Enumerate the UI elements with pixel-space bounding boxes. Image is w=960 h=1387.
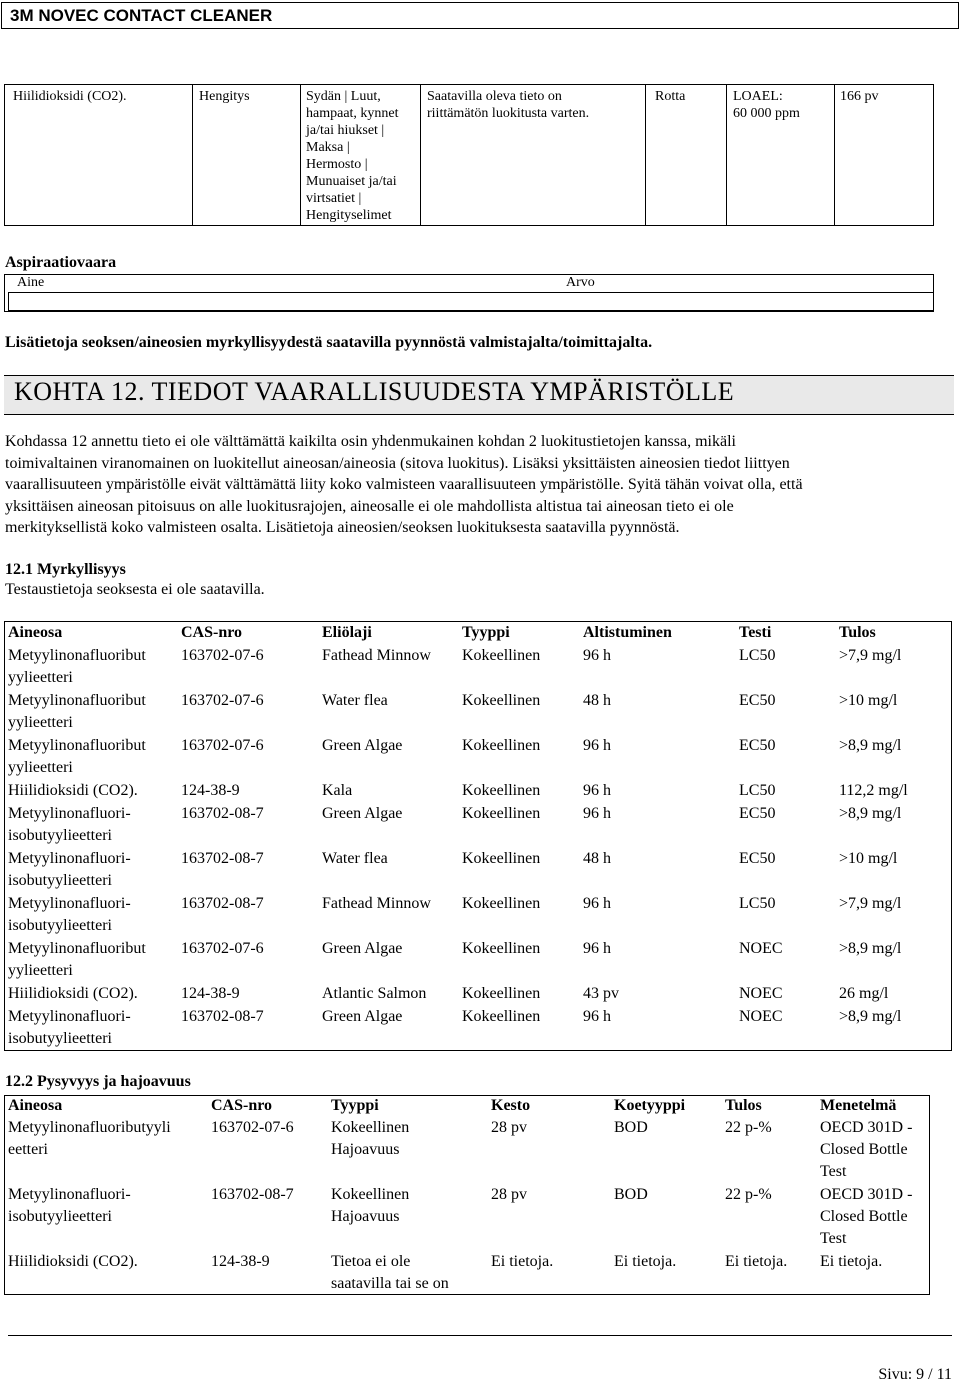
toxicity-row-cell: Kokeellinen [462, 692, 541, 709]
intro-line: yksittäisen aineosan pitoisuus on alle luokitusrajojen, aineosalle ei ole mahdollista altistua tai aineosan tieto ei ole [5, 497, 734, 515]
toxicity-row-cell: EC50 [739, 850, 776, 867]
toxicity-row-cell: Water flea [322, 692, 388, 709]
persistence-row-cell: Ei tietoja. [725, 1253, 788, 1270]
tox-route: Hengitys [199, 89, 250, 104]
column-header: Tulos [839, 624, 876, 641]
toxicity-row-cell: Fathead Minnow [322, 895, 431, 912]
persistence-row-cell: OECD 301D - Closed Bottle Test [820, 1119, 913, 1180]
column-header: Altistuminen [583, 624, 672, 641]
tox-substance: Hiilidioksidi (CO2). [13, 89, 127, 104]
persistence-row-cell: Hiilidioksidi (CO2). [8, 1253, 138, 1270]
toxicity-row-cell: Metyylinonafluori- isobutyylieetteri [8, 1008, 131, 1047]
aspiration-col-aine: Aine [17, 275, 45, 290]
column-header: CAS-nro [181, 624, 243, 641]
footer-divider [8, 1335, 952, 1336]
toxicity-row-cell: LC50 [739, 647, 776, 664]
persistence-table [4, 1095, 930, 1295]
persistence-row-cell: Kokeellinen Hajoavuus [331, 1186, 410, 1225]
toxicity-row-cell: 48 h [583, 692, 611, 709]
column-header: CAS-nro [211, 1097, 273, 1114]
tox-value-line: riittämätön luokitusta varten. [427, 106, 590, 121]
toxicity-row-cell: >8,9 mg/l [839, 737, 902, 754]
toxicity-table [4, 621, 952, 1051]
persistence-row-cell: 163702-08-7 [211, 1186, 294, 1203]
persistence-row-cell: 22 p-% [725, 1186, 772, 1203]
toxicity-row-cell: Kokeellinen [462, 985, 541, 1002]
toxicity-row-cell: 163702-07-6 [181, 647, 264, 664]
toxicity-row-cell: >7,9 mg/l [839, 895, 902, 912]
toxicity-row-cell: LC50 [739, 895, 776, 912]
toxicity-row-cell: Kokeellinen [462, 940, 541, 957]
column-header: Koetyyppi [614, 1097, 686, 1114]
tox-organ-line: virtsatiet | [306, 191, 362, 206]
persistence-row-cell: 28 pv [491, 1119, 527, 1136]
tox-value [427, 88, 589, 122]
toxicity-row-cell: >10 mg/l [839, 850, 898, 867]
aspiration-col-arvo: Arvo [566, 275, 595, 290]
toxicity-row-cell: Metyylinonafluoribut yylieetteri [8, 737, 146, 776]
tox-result-line: 60 000 ppm [733, 106, 800, 121]
toxicity-row-cell: >8,9 mg/l [839, 805, 902, 822]
toxicity-row-cell: 48 h [583, 850, 611, 867]
toxicity-row-cell: 112,2 mg/l [839, 782, 908, 799]
toxicity-row-cell: Fathead Minnow [322, 647, 431, 664]
tox-result [733, 88, 800, 122]
section-12-intro [5, 431, 945, 539]
persistence-row-cell: Metyylinonafluori- isobutyylieetteri [8, 1186, 131, 1225]
tox-organ-line: Hermosto | [306, 157, 368, 172]
tox-duration: 166 pv [840, 89, 879, 104]
toxicity-row-cell: Kokeellinen [462, 895, 541, 912]
persistence-row-cell: 22 p-% [725, 1119, 772, 1136]
toxicity-row-cell: Kokeellinen [462, 737, 541, 754]
intro-line: toimivaltainen viranomainen on luokitellut aineosan/aineosia (sitova luokitus). Lisäksi yksittäisten aineosien tiedot liittyen [5, 454, 790, 472]
toxicity-row-cell: Metyylinonafluoribut yylieetteri [8, 692, 146, 731]
column-header: Menetelmä [820, 1097, 897, 1114]
persistence-row-cell: Tietoa ei ole saatavilla tai se on [331, 1253, 449, 1292]
toxicity-row-cell: 163702-07-6 [181, 692, 264, 709]
toxicity-row-cell: 96 h [583, 1008, 611, 1025]
column-header: Aineosa [8, 624, 63, 641]
intro-line: vaarallisuuteen ympäristölle eivät välttämättä liity koko valmisteen vaarallisuuteen ympäristölle. Syitä tähän voivat olla, että [5, 476, 803, 493]
tox-organ-line: hampaat, kynnet [306, 106, 399, 121]
toxicity-row-cell: Kokeellinen [462, 850, 541, 867]
intro-line: merkityksellistä koko valmisteen osalta. Lisätietoja aineosien/seoksen luokituksesta saatavilla pyynnöstä. [5, 519, 680, 536]
toxicity-row-cell: 124-38-9 [181, 985, 240, 1002]
toxicity-row-cell: 43 pv [583, 985, 619, 1002]
toxicity-row-cell: 26 mg/l [839, 985, 889, 1002]
persistence-row-cell: Kokeellinen Hajoavuus [331, 1119, 410, 1158]
toxicity-row-cell: >8,9 mg/l [839, 1008, 902, 1025]
tox-species: Rotta [655, 89, 686, 104]
toxicity-row-cell: Metyylinonafluoribut yylieetteri [8, 940, 146, 979]
toxicity-row-cell: Green Algae [322, 1008, 403, 1025]
toxicity-row-cell: EC50 [739, 737, 776, 754]
toxicity-row-cell: 163702-08-7 [181, 805, 264, 822]
tox-value-line: Saatavilla oleva tieto on [427, 89, 562, 104]
toxicity-row-cell: 163702-08-7 [181, 1008, 264, 1025]
persistence-row-cell: 28 pv [491, 1186, 527, 1203]
toxicity-row-cell: Metyylinonafluori- isobutyylieetteri [8, 850, 131, 889]
persistence-row-cell: Ei tietoja. [614, 1253, 677, 1270]
toxicity-row-cell: EC50 [739, 805, 776, 822]
toxicity-row-cell: 163702-07-6 [181, 737, 264, 754]
toxicity-row-cell: Metyylinonafluori- isobutyylieetteri [8, 805, 131, 844]
toxicity-row-cell: Kokeellinen [462, 1008, 541, 1025]
toxicity-row-cell: NOEC [739, 985, 783, 1002]
page-number: Sivu: 9 / 11 [878, 1366, 952, 1383]
toxicity-row-cell: Kokeellinen [462, 782, 541, 799]
column-header: Tyyppi [331, 1097, 379, 1114]
toxicity-row-table [4, 84, 934, 226]
column-header: Testi [739, 624, 772, 641]
toxicity-row-cell: >7,9 mg/l [839, 647, 902, 664]
persistence-row-cell: BOD [614, 1186, 648, 1203]
persistence-row-cell: 124-38-9 [211, 1253, 270, 1270]
toxicity-row-cell: Metyylinonafluoribut yylieetteri [8, 647, 146, 686]
toxicity-row-cell: Kala [322, 782, 353, 799]
toxicity-row-cell: NOEC [739, 940, 783, 957]
aspiration-title: Aspiraatiovaara [5, 254, 117, 271]
persistence-row-cell: Ei tietoja. [820, 1253, 883, 1270]
s122-heading: 12.2 Pysyvyys ja hajoavuus [5, 1073, 191, 1090]
toxicity-row-cell: >10 mg/l [839, 692, 898, 709]
toxicity-row-cell: Atlantic Salmon [322, 985, 427, 1002]
toxicity-row-cell: Metyylinonafluori- isobutyylieetteri [8, 895, 131, 934]
toxicity-row-cell: 96 h [583, 737, 611, 754]
toxicity-row-cell: NOEC [739, 1008, 783, 1025]
toxicity-row-cell: >8,9 mg/l [839, 940, 902, 957]
tox-organ-line: Sydän | Luut, [306, 89, 381, 104]
tox-organ-line: Munuaiset ja/tai [306, 174, 397, 189]
toxicity-row-cell: 96 h [583, 805, 611, 822]
s121-heading: 12.1 Myrkyllisyys [5, 561, 126, 578]
more-info-note: Lisätietoja seoksen/aineosien myrkyllisyydestä saatavilla pyynnöstä valmistajalta/toimittajalta. [5, 334, 653, 351]
column-header: Tyyppi [462, 624, 510, 641]
toxicity-row-cell: EC50 [739, 692, 776, 709]
tox-result-line: LOAEL: [733, 89, 783, 104]
toxicity-row-cell: Water flea [322, 850, 388, 867]
column-header: Kesto [491, 1097, 531, 1114]
toxicity-row-cell: Kokeellinen [462, 805, 541, 822]
persistence-row-cell: Metyylinonafluoributyyli eetteri [8, 1119, 171, 1158]
toxicity-row-cell: Green Algae [322, 940, 403, 957]
column-header: Aineosa [8, 1097, 63, 1114]
column-header: Tulos [725, 1097, 762, 1114]
intro-line: Kohdassa 12 annettu tieto ei ole välttämättä kaikilta osin yhdenmukainen kohdan 2 luokitustietojen kanssa, mikäli [5, 433, 736, 450]
toxicity-row-cell: Green Algae [322, 737, 403, 754]
toxicity-row-cell: Kokeellinen [462, 647, 541, 664]
persistence-row-cell: 163702-07-6 [211, 1119, 294, 1136]
persistence-row-cell: BOD [614, 1119, 648, 1136]
toxicity-row-cell: 163702-07-6 [181, 940, 264, 957]
s121-note: Testaustietoja seoksesta ei ole saatavilla. [5, 581, 265, 598]
toxicity-row-cell: 163702-08-7 [181, 850, 264, 867]
persistence-row-cell: OECD 301D - Closed Bottle Test [820, 1186, 913, 1247]
toxicity-row-cell: 124-38-9 [181, 782, 240, 799]
tox-organ-line: ja/tai hiukset | [306, 123, 385, 138]
aspiration-empty-row [8, 292, 934, 311]
tox-organ-line: Hengityselimet [306, 208, 392, 223]
tox-organs [306, 88, 416, 224]
toxicity-row-cell: Hiilidioksidi (CO2). [8, 782, 138, 799]
toxicity-row-cell: Hiilidioksidi (CO2). [8, 985, 138, 1002]
persistence-row-cell: Ei tietoja. [491, 1253, 554, 1270]
toxicity-row-cell: LC50 [739, 782, 776, 799]
toxicity-row-cell: 96 h [583, 647, 611, 664]
section-12-title: KOHTA 12. TIEDOT VAARALLISUUDESTA YMPÄRISTÖLLE [14, 377, 735, 406]
toxicity-row-cell: 96 h [583, 940, 611, 957]
toxicity-row-cell: Green Algae [322, 805, 403, 822]
column-header: Eliölaji [322, 624, 372, 641]
toxicity-row-cell: 163702-08-7 [181, 895, 264, 912]
toxicity-row-cell: 96 h [583, 895, 611, 912]
tox-organ-line: Maksa | [306, 140, 350, 155]
document-title: 3M NOVEC CONTACT CLEANER [10, 6, 273, 25]
toxicity-row-cell: 96 h [583, 782, 611, 799]
